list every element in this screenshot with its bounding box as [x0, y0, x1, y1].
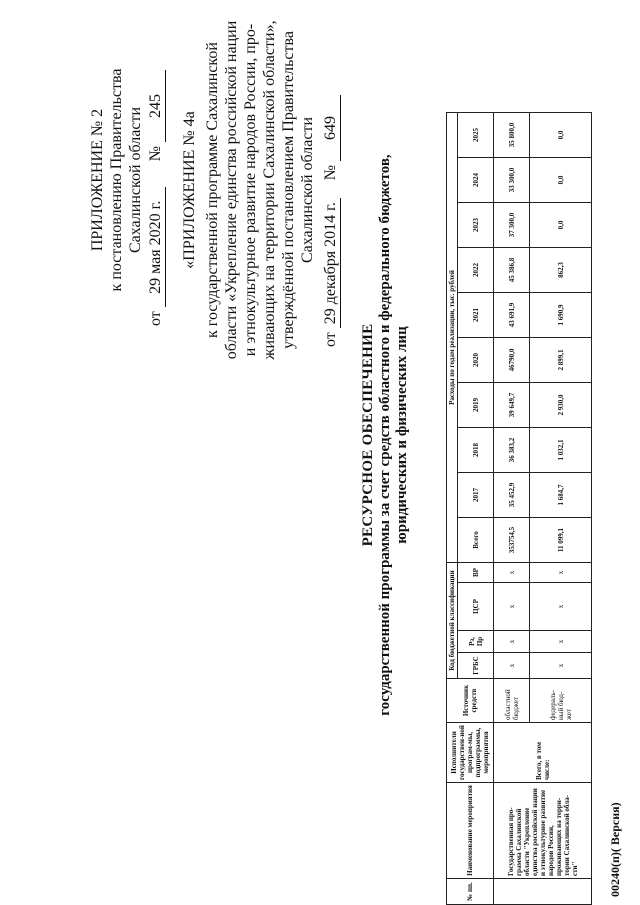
header-executor: Исполнители государствен-ной програм-мы, подпрограммы, мероприятия [447, 723, 494, 783]
year-cell: 2 899,1 [530, 338, 592, 383]
resources-table-wrap [446, 112, 592, 905]
appendix2-date: 29 мая 2020 г. [146, 187, 166, 307]
appendix4a-line: утверждённой постановлением Правительства [280, 31, 297, 349]
year-cell: 39 649,7 [494, 383, 530, 428]
appendix4a-line: и этнокультурное развитие народов России, про- [242, 23, 259, 357]
header-expenses: Расходы по годам реализации, тыс. рублей [447, 113, 458, 563]
header-year: 2023 [458, 203, 494, 248]
year-cell: 35 800,0 [494, 113, 530, 158]
header-year: 2025 [458, 113, 494, 158]
appendix4a-line: живающих на территории Сахалинской области», [261, 20, 278, 360]
year-cell: 43 691,9 [494, 293, 530, 338]
executor-cell: Всего, в том числе: [494, 723, 592, 783]
header-budget-code: Код бюджетной классификации [447, 563, 458, 679]
appendix4a-number: 649 [321, 95, 341, 161]
total-cell: 353754,5 [494, 518, 530, 563]
header-name: Наименование мероприятия [447, 783, 494, 879]
header-rzpr: Рз, Пр [458, 631, 494, 653]
appendix2-date-line: от 29 мая 2020 г. № 245 [146, 30, 166, 330]
appendix4a-title: «ПРИЛОЖЕНИЕ № 4а [181, 111, 198, 269]
title-line-1: РЕСУРСНОЕ ОБЕСПЕЧЕНИЕ [360, 323, 376, 547]
appendix4a-line: к государственной программе Сахалинской [204, 42, 221, 338]
year-cell: 37 300,0 [494, 203, 530, 248]
header-year: 2018 [458, 428, 494, 473]
year-cell: 33 300,0 [494, 158, 530, 203]
year-cell: 1 690,9 [530, 293, 592, 338]
year-cell: 46790,0 [494, 338, 530, 383]
appendix2-number: 245 [146, 70, 166, 142]
appendix2-line: Сахалинской области [127, 106, 144, 254]
csr-cell: x [494, 583, 530, 631]
header-year: 2020 [458, 338, 494, 383]
year-cell: 862,3 [530, 248, 592, 293]
header-total: Всего [458, 518, 494, 563]
header-no: № пп. [447, 879, 494, 905]
header-source: Источник средств [447, 679, 494, 723]
grbs-cell: x [494, 653, 530, 679]
total-cell: 11 099,1 [530, 518, 592, 563]
year-cell: 2 930,0 [530, 383, 592, 428]
year-cell: 35 452,9 [494, 473, 530, 518]
appendix4a-line: Сахалинской области [299, 116, 316, 264]
appendix4a-date-line: от 29 декабря 2014 г. № 649 [321, 15, 341, 365]
year-cell: 0,0 [530, 158, 592, 203]
year-cell: 1 032,1 [530, 428, 592, 473]
table-row [494, 113, 530, 905]
header-vr: ВР [458, 563, 494, 583]
rzpr-cell: x [530, 631, 592, 653]
header-year: 2017 [458, 473, 494, 518]
program-name-cell: Государственная про-грамма Сахалинской области "Укрепление единства российской нации и этнокультурное развитие народов России, проживающих на терри-тории Сахалинской обла-сти" [494, 783, 592, 879]
appendix4a-block [180, 15, 341, 365]
appendix2-block [88, 30, 166, 330]
header-csr: ЦСР [458, 583, 494, 631]
title-line-2: государственной программы за счет средств областного и федерального бюджетов, [377, 154, 393, 716]
header-year: 2021 [458, 293, 494, 338]
csr-cell: x [530, 583, 592, 631]
footer-code: 00240(п)( Версия) [608, 802, 622, 897]
year-cell: 45 386,8 [494, 248, 530, 293]
year-cell: 36 383,2 [494, 428, 530, 473]
row-no [494, 879, 592, 905]
appendix2-line: к постановлению Правительства [108, 68, 125, 292]
document-title [360, 25, 411, 845]
grbs-cell: x [530, 653, 592, 679]
header-grbs: ГРБС [458, 653, 494, 679]
rzpr-cell: x [494, 631, 530, 653]
appendix2-title: ПРИЛОЖЕНИЕ № 2 [89, 108, 106, 252]
title-line-3: юридических и физических лиц [394, 326, 410, 544]
year-cell: 1 684,7 [530, 473, 592, 518]
header-year: 2022 [458, 248, 494, 293]
vr-cell: x [494, 563, 530, 583]
header-year: 2024 [458, 158, 494, 203]
header-year: 2019 [458, 383, 494, 428]
year-cell: 0,0 [530, 203, 592, 248]
source-cell: федераль-ный бюд-жет [530, 679, 592, 723]
appendix4a-date: 29 декабря 2014 г. [321, 198, 341, 328]
source-cell: областной бюджет [494, 679, 530, 723]
resources-table [446, 112, 592, 905]
appendix4a-line: области «Укрепление единства российской нации [223, 20, 240, 360]
vr-cell: x [530, 563, 592, 583]
year-cell: 0,0 [530, 113, 592, 158]
